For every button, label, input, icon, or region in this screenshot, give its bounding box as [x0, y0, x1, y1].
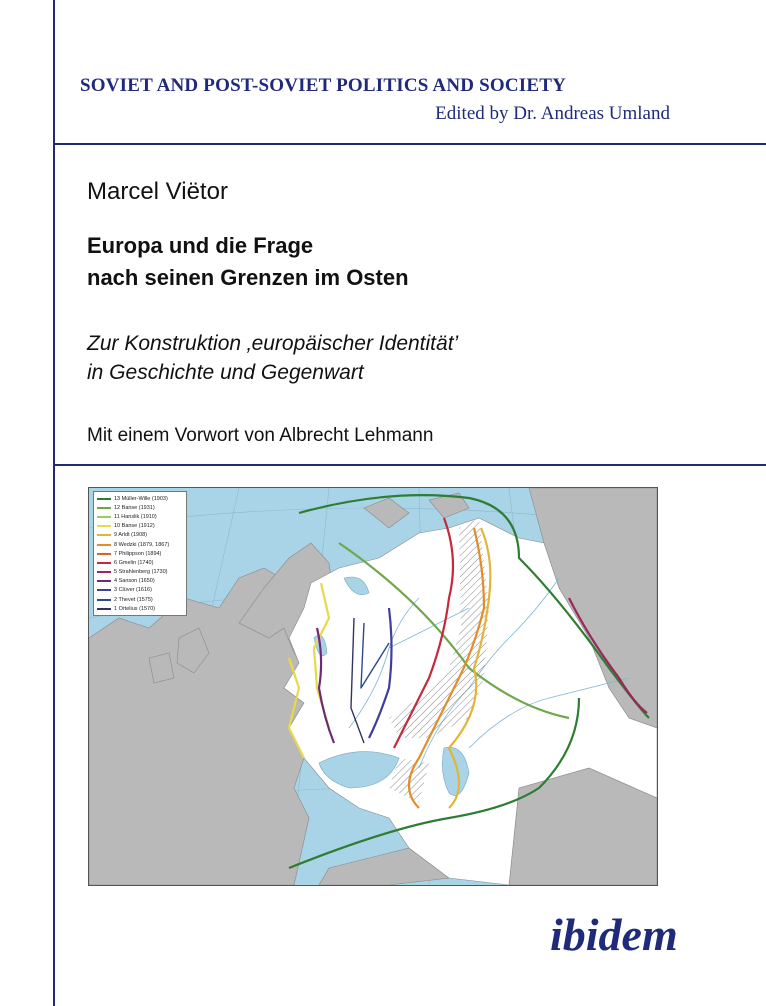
legend-label: 5 Strahlenberg (1730) — [114, 569, 168, 576]
legend-label: 2 Thevet (1575) — [114, 596, 153, 603]
legend-swatch — [97, 562, 111, 564]
legend-item — [97, 558, 183, 567]
legend-swatch — [97, 599, 111, 601]
book-title-line-1: Europa und die Frage — [87, 233, 314, 258]
legend-label: 13 Müller-Wille (1903) — [114, 495, 168, 502]
legend-item — [97, 522, 183, 531]
legend-swatch — [97, 498, 111, 500]
book-title — [87, 230, 409, 294]
legend-swatch — [97, 544, 111, 546]
legend-label: 9 Arldt (1908) — [114, 532, 148, 539]
legend-item — [97, 549, 183, 558]
cover-map — [88, 487, 658, 886]
legend-swatch — [97, 507, 111, 509]
legend-item — [97, 577, 183, 586]
legend-swatch — [97, 608, 111, 610]
legend-label: 6 Gmelin (1740) — [114, 559, 154, 566]
legend-label: 3 Clüver (1616) — [114, 587, 152, 594]
legend-label: 10 Banse (1912) — [114, 523, 155, 530]
legend-item — [97, 531, 183, 540]
legend-swatch — [97, 571, 111, 573]
legend-item — [97, 604, 183, 613]
book-subtitle-line-2: in Geschichte und Gegenwart — [87, 361, 364, 384]
foreword-credit: Mit einem Vorwort von Albrecht Lehmann — [87, 425, 434, 446]
left-border-line — [53, 0, 55, 1006]
middle-divider — [53, 464, 766, 466]
book-subtitle-line-1: Zur Konstruktion ‚europäischer Identität’ — [87, 332, 459, 355]
book-subtitle — [87, 329, 458, 387]
legend-label: 8 Wedzki (1879, 1867) — [114, 541, 170, 548]
legend-item — [97, 595, 183, 604]
legend-swatch — [97, 516, 111, 518]
series-title: SOVIET AND POST-SOVIET POLITICS AND SOCIETY — [80, 75, 567, 96]
legend-item — [97, 540, 183, 549]
legend-swatch — [97, 589, 111, 591]
legend-label: 4 Sanson (1650) — [114, 578, 155, 585]
top-divider — [53, 143, 766, 145]
legend-swatch — [97, 553, 111, 555]
legend-item — [97, 503, 183, 512]
legend-item — [97, 512, 183, 521]
series-editor: Edited by Dr. Andreas Umland — [435, 103, 670, 124]
legend-label: 12 Banse (1931) — [114, 504, 155, 511]
legend-swatch — [97, 525, 111, 527]
legend-label: 11 Hanslik (1910) — [114, 513, 157, 520]
map-legend — [93, 491, 187, 616]
book-title-line-2: nach seinen Grenzen im Osten — [87, 265, 409, 290]
legend-swatch — [97, 580, 111, 582]
author-name: Marcel Viëtor — [87, 178, 228, 205]
legend-label: 1 Ortelius (1570) — [114, 605, 155, 612]
legend-swatch — [97, 534, 111, 536]
legend-item — [97, 586, 183, 595]
legend-label: 7 Philippson (1894) — [114, 550, 162, 557]
legend-item — [97, 568, 183, 577]
legend-item — [97, 494, 183, 503]
publisher-logo: ibidem — [550, 909, 678, 960]
